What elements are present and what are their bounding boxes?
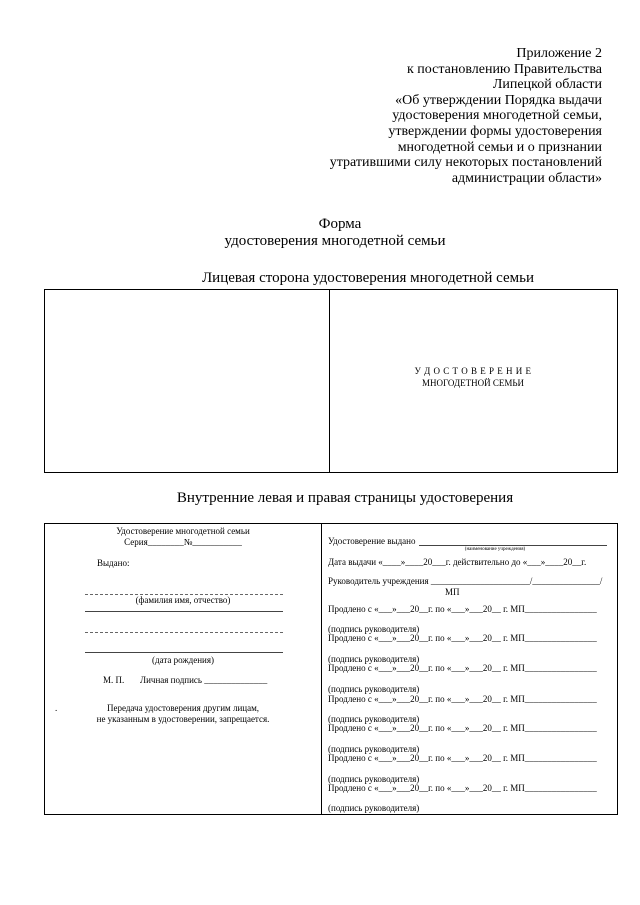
extension-row-4: Продлено с «___»___20__г. по «___»___20__ г. МП________________ bbox=[328, 694, 597, 704]
annex-line: Липецкой области bbox=[492, 77, 602, 93]
card-title-line2: МНОГОДЕТНОЙ СЕМЬИ bbox=[421, 378, 525, 388]
personal-signature: Личная подпись ______________ bbox=[140, 675, 268, 685]
issued-by-label: Удостоверение выдано bbox=[328, 536, 416, 546]
annex-line: «Об утверждении Порядка выдачи bbox=[395, 92, 602, 108]
issue-date: Дата выдачи «____»____20___г. действительно до «___»____20__г. bbox=[328, 557, 587, 567]
head-stamp: МП bbox=[445, 587, 460, 597]
transfer-note-1: Передача удостоверения другим лицам, bbox=[106, 703, 260, 713]
front-card bbox=[44, 289, 618, 473]
issued-by-caption: (наименование учреждения) bbox=[464, 547, 526, 552]
issued-by-line bbox=[419, 545, 607, 546]
left-title: Удостоверение многодетной семьи bbox=[116, 526, 250, 536]
annex-line: многодетной семьи и о признании bbox=[397, 139, 602, 155]
extension-row-2: Продлено с «___»___20__г. по «___»___20__ г. МП________________ bbox=[328, 633, 597, 643]
left-dot: . bbox=[55, 703, 58, 713]
stamp-label: М. П. bbox=[103, 675, 125, 685]
front-heading: Лицевая сторона удостоверения многодетной семьи bbox=[202, 270, 534, 286]
extension-row-7: Продлено с «___»___20__г. по «___»___20__ г. МП________________ bbox=[328, 783, 597, 793]
extension-signature-7: (подпись руководителя) bbox=[328, 803, 420, 813]
extension-signature-5: (подпись руководителя) bbox=[328, 744, 420, 754]
extension-row-6: Продлено с «___»___20__г. по «___»___20__ г. МП________________ bbox=[328, 753, 597, 763]
fio-caption: (фамилия имя, отчество) bbox=[135, 595, 231, 605]
extension-row-3: Продлено с «___»___20__г. по «___»___20__ г. МП________________ bbox=[328, 663, 597, 673]
fio-line-3 bbox=[85, 632, 283, 633]
head-of-institution: Руководитель учреждения ______________________/_______________/ bbox=[328, 576, 603, 586]
extension-row-5: Продлено с «___»___20__г. по «___»___20__ г. МП________________ bbox=[328, 723, 597, 733]
annex-line: администрации области» bbox=[451, 170, 602, 186]
annex-line: утратившими силу некоторых постановлений bbox=[329, 155, 602, 171]
left-issued-label: Выдано: bbox=[97, 558, 130, 568]
dob-caption: (дата рождения) bbox=[152, 655, 214, 665]
extension-signature-4: (подпись руководителя) bbox=[328, 714, 420, 724]
fio-line-2 bbox=[85, 611, 283, 612]
annex-line: Приложение 2 bbox=[516, 46, 602, 61]
inner-card bbox=[44, 523, 618, 815]
transfer-note-2: не указанным в удостоверении, запрещается. bbox=[96, 714, 270, 724]
left-series: Серия________№___________ bbox=[124, 537, 242, 547]
extension-signature-6: (подпись руководителя) bbox=[328, 774, 420, 784]
extension-signature-1: (подпись руководителя) bbox=[328, 624, 420, 634]
inner-heading: Внутренние левая и правая страницы удостоверения bbox=[176, 490, 514, 506]
annex-line: удостоверения многодетной семьи, bbox=[392, 108, 602, 124]
inner-card-divider bbox=[321, 524, 322, 814]
annex-line: утверждении формы удостоверения bbox=[388, 123, 602, 139]
extension-signature-3: (подпись руководителя) bbox=[328, 684, 420, 694]
form-title: Форма bbox=[318, 216, 362, 232]
card-title-line1: У Д О С Т О В Е Р Е Н И Е bbox=[414, 366, 532, 376]
extension-signature-2: (подпись руководителя) bbox=[328, 654, 420, 664]
annex-line: к постановлению Правительства bbox=[406, 61, 602, 77]
annex-header bbox=[262, 46, 602, 186]
extension-row-1: Продлено с «___»___20__г. по «___»___20__ г. МП________________ bbox=[328, 604, 597, 614]
form-subtitle: удостоверения многодетной семьи bbox=[224, 233, 446, 249]
dob-line bbox=[85, 652, 283, 653]
